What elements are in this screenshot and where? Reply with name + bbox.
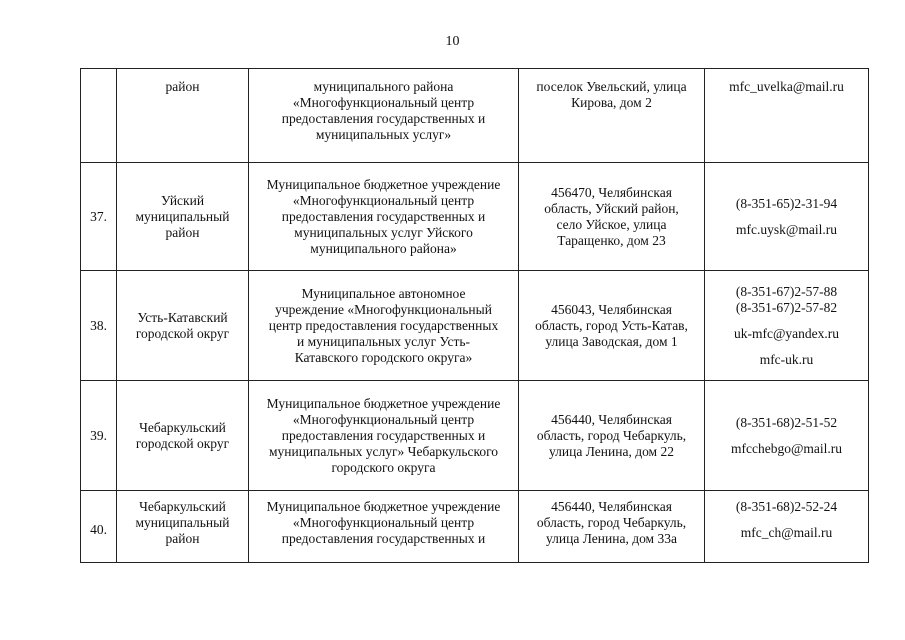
contacts-cell bbox=[705, 271, 869, 381]
org-line: муниципального района bbox=[313, 79, 454, 94]
address-line: 456440, Челябинская bbox=[551, 411, 672, 427]
org-line: муниципальных услуг» bbox=[315, 127, 452, 142]
mfc-table bbox=[80, 68, 869, 563]
address-line: село Уйское, улица bbox=[556, 216, 667, 232]
contacts-cell bbox=[705, 69, 869, 163]
email-link[interactable]: mfcchebgo@mail.ru bbox=[730, 440, 843, 456]
district-cell bbox=[117, 271, 249, 381]
org-line: предоставления государственных и bbox=[281, 208, 486, 224]
org-line: муниципальных услуг» Чебаркульского bbox=[268, 443, 499, 459]
district-cell bbox=[117, 163, 249, 271]
district-cell bbox=[117, 381, 249, 491]
email-link[interactable]: mfc_ch@mail.ru bbox=[740, 525, 833, 540]
org-line: предоставления государственных и bbox=[281, 427, 486, 443]
address-line: область, город Чебаркуль, bbox=[536, 515, 687, 530]
organization-cell bbox=[249, 381, 519, 491]
org-line: муниципального района» bbox=[310, 240, 457, 256]
org-line: «Многофункциональный центр bbox=[292, 411, 475, 427]
org-line: предоставления государственных и bbox=[281, 111, 486, 126]
district-line: Чебаркульский bbox=[139, 419, 226, 435]
address-line: улица Заводская, дом 1 bbox=[545, 333, 678, 349]
address-line: улица Ленина, дом 33а bbox=[546, 531, 677, 546]
org-line: Катавского городского округа» bbox=[294, 349, 473, 365]
address-cell bbox=[519, 69, 705, 163]
org-line: «Многофункциональный центр bbox=[292, 515, 475, 530]
org-line: городского округа bbox=[331, 459, 436, 475]
address-line: 456043, Челябинская bbox=[551, 301, 672, 317]
org-line: Муниципальное автономное bbox=[301, 285, 466, 301]
phone-number: (8-351-68)2-51-52 bbox=[735, 414, 838, 430]
district-cell bbox=[117, 491, 249, 563]
org-line: Муниципальное бюджетное учреждение bbox=[266, 499, 501, 514]
address-line: область, Уйский район, bbox=[544, 200, 679, 216]
district-line: городской округ bbox=[135, 325, 230, 341]
org-line: и муниципальных услуг Усть- bbox=[296, 333, 471, 349]
row-number-cell bbox=[81, 69, 117, 163]
org-line: Муниципальное бюджетное учреждение bbox=[266, 176, 501, 192]
row-number-cell: 38. bbox=[81, 271, 117, 381]
table-row bbox=[81, 163, 869, 271]
address-line: 456470, Челябинская bbox=[551, 184, 672, 200]
district-cell bbox=[117, 69, 249, 163]
table-row bbox=[81, 491, 869, 563]
row-number-cell: 39. bbox=[81, 381, 117, 491]
row-number-cell: 40. bbox=[81, 491, 117, 563]
contacts-cell bbox=[705, 163, 869, 271]
address-cell bbox=[519, 491, 705, 563]
district-line: район bbox=[165, 224, 200, 240]
contacts-cell bbox=[705, 491, 869, 563]
org-line: «Многофункциональный центр bbox=[292, 95, 475, 110]
phone-number: (8-351-65)2-31-94 bbox=[735, 195, 838, 211]
organization-cell bbox=[249, 69, 519, 163]
district-line: Чебаркульский bbox=[139, 499, 226, 514]
email-link[interactable]: mfc-uk.ru bbox=[759, 351, 814, 367]
phone-number: (8-351-67)2-57-88 bbox=[735, 283, 838, 299]
email-link[interactable]: uk-mfc@yandex.ru bbox=[733, 325, 840, 341]
phone-number: (8-351-68)2-52-24 bbox=[735, 499, 838, 514]
address-cell bbox=[519, 163, 705, 271]
phone-number: (8-351-67)2-57-82 bbox=[735, 299, 838, 315]
table-row bbox=[81, 381, 869, 491]
org-line: предоставления государственных и bbox=[281, 531, 486, 546]
organization-cell bbox=[249, 491, 519, 563]
district-line: Уйский bbox=[160, 192, 205, 208]
district-line: Усть-Катавский bbox=[137, 309, 228, 325]
contacts-cell bbox=[705, 381, 869, 491]
district-line: район bbox=[165, 79, 200, 94]
district-line: муниципальный bbox=[135, 515, 230, 530]
table-row bbox=[81, 69, 869, 163]
address-line: Кирова, дом 2 bbox=[571, 95, 652, 110]
district-line: городской округ bbox=[135, 435, 230, 451]
email-link[interactable]: mfc.uysk@mail.ru bbox=[736, 221, 837, 237]
org-line: учреждение «Многофункциональный bbox=[275, 301, 492, 317]
district-line: муниципальный bbox=[135, 208, 230, 224]
organization-cell bbox=[249, 271, 519, 381]
org-line: Муниципальное бюджетное учреждение bbox=[266, 395, 501, 411]
address-line: поселок Увельский, улица bbox=[536, 79, 687, 94]
address-cell bbox=[519, 271, 705, 381]
page-number: 10 bbox=[445, 34, 460, 49]
address-line: 456440, Челябинская bbox=[551, 499, 672, 514]
email-link[interactable]: mfc_uvelka@mail.ru bbox=[729, 79, 844, 94]
org-line: муниципальных услуг Уйского bbox=[294, 224, 473, 240]
address-cell bbox=[519, 381, 705, 491]
address-line: улица Ленина, дом 22 bbox=[549, 443, 674, 459]
district-line: район bbox=[165, 531, 200, 546]
address-line: область, город Усть-Катав, bbox=[535, 317, 688, 333]
row-number-cell: 37. bbox=[81, 163, 117, 271]
org-line: «Многофункциональный центр bbox=[292, 192, 475, 208]
table-row bbox=[81, 271, 869, 381]
address-line: область, город Чебаркуль, bbox=[536, 427, 687, 443]
org-line: центр предоставления государственных bbox=[268, 317, 499, 333]
address-line: Таращенко, дом 23 bbox=[557, 232, 666, 248]
organization-cell bbox=[249, 163, 519, 271]
